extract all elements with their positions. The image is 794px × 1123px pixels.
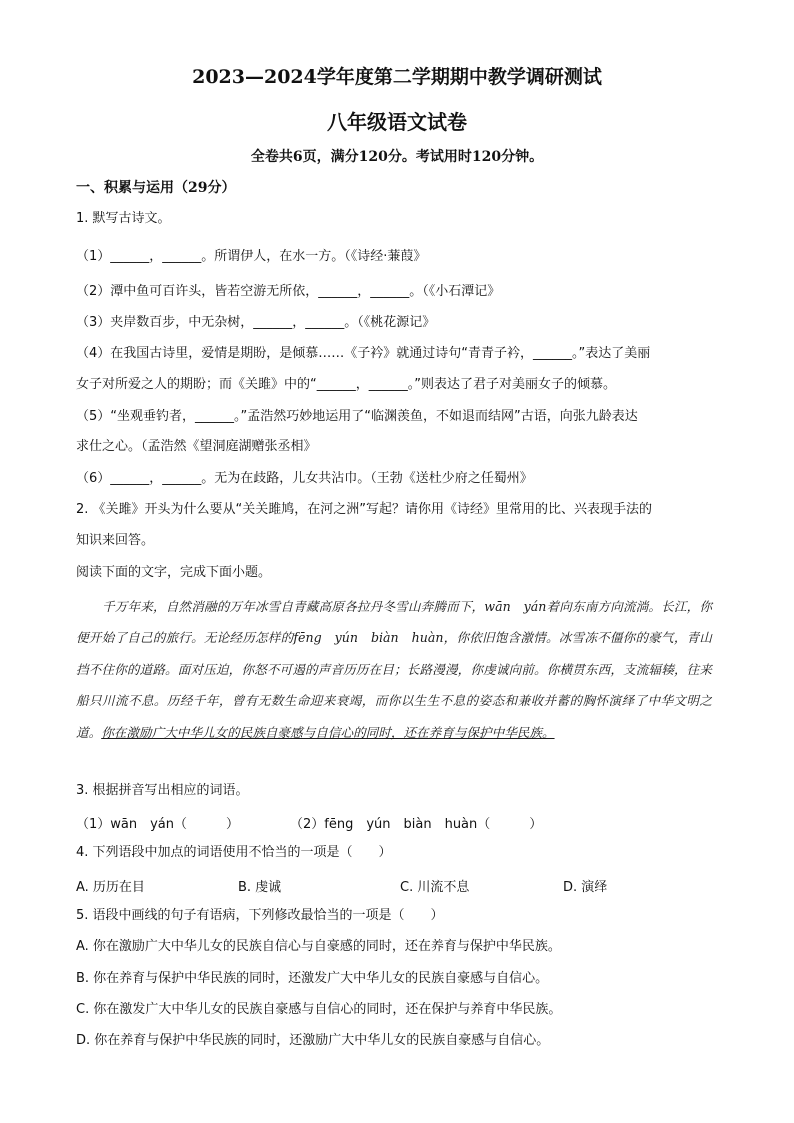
question-5-option: A. 你在激励广大中华儿女的民族自信心与自豪感的同时，还在养育与保护中华民族。 [76, 939, 561, 954]
underlined-sentence: 你在激励广大中华儿女的民族自豪感与自信心的同时，还在养育与保护中华民族。 [101, 724, 555, 740]
question-4-stem: 4. 下列语段中加点的词语使用不恰当的一项是（ ） [76, 845, 392, 860]
passage-text: 千万年来，自然消融的万年冰雪自青藏高原各拉丹冬雪山奔腾而下，wān yán着向东南方向流淌。长江，你便开始了自己的旅行。无论经历怎样的fēng yún biàn huàn，你依旧饱含激情。冰雪冻不僵你的豪气，青山挡不住你的道路。面对压迫，你怒不可遏的声音历历在目；长路漫漫，你虔诚向前。你横贯东西，支流辐辏，往来船只川流不息。历经千年，曾有无数生命迎来衰竭，而你以生生不息的姿态和兼收并蓄的胸怀演绎了中华文明之道。 [76, 599, 712, 740]
question-3-stem: 3. 根据拼音写出相应的词语。 [76, 783, 249, 798]
question-3-part-2: （2）fēng yún biàn huàn（ ） [290, 817, 543, 832]
question-4-option: B. 虔诚 [238, 880, 282, 895]
reading-passage [76, 591, 712, 748]
question-1-item: 求仕之心。（孟浩然《望洞庭湖赠张丞相》 [76, 439, 317, 454]
question-2-line: 2. 《关雎》开头为什么要从“关关雎鸠，在河之洲”写起？请你用《诗经》里常用的比、兴表现手法的 [76, 502, 653, 517]
question-1-item: （4）在我国古诗里，爱情是期盼，是倾慕……《子衿》就通过诗句“青青子衿，______。”表达了美丽 [76, 346, 651, 361]
reading-intro: 阅读下面的文字，完成下面小题。 [76, 565, 272, 580]
question-1-item: （6）______，______。无为在歧路，儿女共沾巾。（王勃《送杜少府之任蜀州》 [76, 471, 533, 486]
question-1-item: （1）______，______。所谓伊人，在水一方。（《诗经·蒹葭》 [76, 249, 427, 264]
question-5-option: D. 你在养育与保护中华民族的同时，还激励广大中华儿女的民族自豪感与自信心。 [76, 1033, 550, 1048]
question-2-line: 知识来回答。 [76, 533, 155, 548]
section-heading: 一、积累与运用（29分） [76, 180, 236, 196]
question-4-option: A. 历历在目 [76, 880, 145, 895]
question-1-item: （3）夹岸数百步，中无杂树，______，______。（《桃花源记》 [76, 315, 436, 330]
question-5-stem: 5. 语段中画线的句子有语病，下列修改最恰当的一项是（ ） [76, 908, 444, 923]
exam-title: 2023—2024学年度第二学期期中教学调研测试 [192, 66, 602, 88]
question-5-option: B. 你在养育与保护中华民族的同时，还激发广大中华儿女的民族自豪感与自信心。 [76, 971, 549, 986]
question-1-item: （2）潭中鱼可百许头，皆若空游无所依，______，______。（《小石潭记》 [76, 284, 501, 299]
question-4-option: C. 川流不息 [400, 880, 470, 895]
question-1-item: 女子对所爱之人的期盼；而《关雎》中的“______，______。”则表达了君子对美丽女子的倾慕。 [76, 377, 616, 392]
question-4-option: D. 演绎 [563, 880, 608, 895]
question-1-item: （5）“坐观垂钓者，______。”孟浩然巧妙地运用了“临渊羡鱼，不如退而结网”古语，向张九龄表达 [76, 409, 638, 424]
exam-subtitle: 八年级语文试卷 [327, 110, 467, 134]
question-5-option: C. 你在激发广大中华儿女的民族自豪感与自信心的同时，还在保护与养育中华民族。 [76, 1002, 562, 1017]
exam-info: 全卷共6页，满分120分。考试用时120分钟。 [250, 149, 544, 165]
question-3-part-1: （1）wān yán（ ） [76, 817, 240, 832]
question-1-stem: 1. 默写古诗文。 [76, 211, 171, 226]
